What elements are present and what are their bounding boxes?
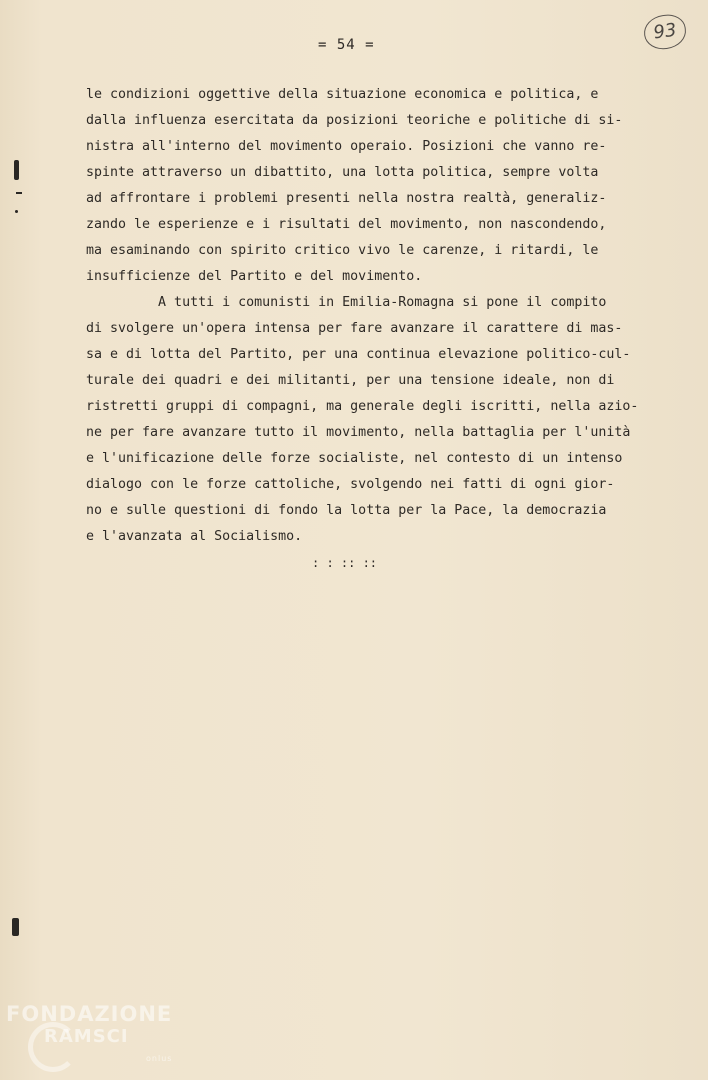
text-line: e l'unificazione delle forze socialiste, nel contesto di un intenso [86, 451, 623, 466]
text-line: e l'avanzata al Socialismo. [86, 529, 303, 544]
margin-pen-mark [16, 192, 22, 194]
text-line: ma esaminando con spirito critico vivo le carenze, i ritardi, le [86, 243, 599, 258]
archive-number-stamp: 93 [642, 12, 688, 52]
text-line: sa e di lotta del Partito, per una continua elevazione politico-cul- [86, 347, 631, 362]
text-line: spinte attraverso un dibattito, una lotta politica, sempre volta [86, 165, 599, 180]
text-line: turale dei quadri e dei militanti, per una tensione ideale, non di [86, 373, 615, 388]
text-line: no e sulle questioni di fondo la lotta per la Pace, la democrazia [86, 503, 607, 518]
fondazione-gramsci-watermark [6, 1002, 173, 1063]
margin-pen-mark [15, 210, 18, 213]
margin-pen-mark [14, 160, 19, 180]
text-line: zando le esperienze e i risultati del movimento, non nascondendo, [86, 217, 607, 232]
text-line: dialogo con le forze cattoliche, svolgendo nei fatti di ogni gior- [86, 477, 615, 492]
page-number: = 54 = [318, 37, 375, 53]
watermark-line-2: RAMSCI [44, 1026, 129, 1047]
text-line: le condizioni oggettive della situazione economica e politica, e [86, 87, 599, 102]
text-line: dalla influenza esercitata da posizioni teoriche e politiche di si- [86, 113, 623, 128]
paragraph-1 [86, 82, 646, 290]
watermark-line-1: FONDAZIONE [6, 1002, 173, 1026]
text-line: ne per fare avanzare tutto il movimento, nella battaglia per l'unità [86, 425, 631, 440]
paragraph-2 [86, 290, 656, 550]
text-line: di svolgere un'opera intensa per fare avanzare il carattere di mas- [86, 321, 623, 336]
section-separator [312, 550, 452, 580]
separator-marks: : : :: :: [312, 556, 378, 570]
text-line: nistra all'interno del movimento operaio. Posizioni che vanno re- [86, 139, 607, 154]
text-line: A tutti i comunisti in Emilia-Romagna si pone il compito [86, 295, 607, 310]
watermark-suffix: onlus [146, 1054, 173, 1063]
text-line: ristretti gruppi di compagni, ma generale degli iscritti, nella azio- [86, 399, 639, 414]
text-line: ad affrontare i problemi presenti nella nostra realtà, generaliz- [86, 191, 607, 206]
margin-pen-mark [12, 918, 19, 936]
text-line: insufficienze del Partito e del movimento. [86, 269, 423, 284]
